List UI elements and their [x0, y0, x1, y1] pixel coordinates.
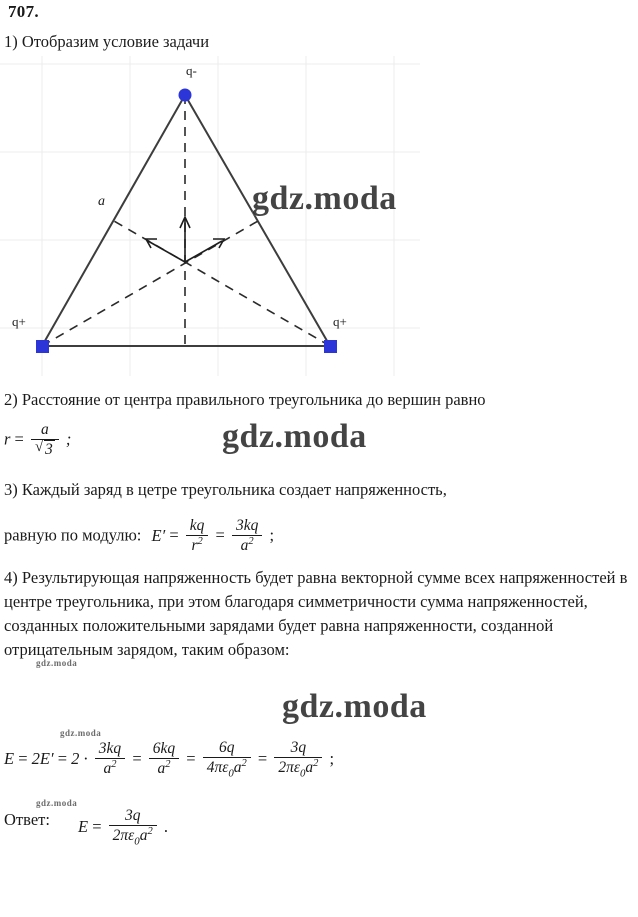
eq-r-numerator: a	[31, 421, 59, 440]
step-3b-text: равную по модулю:	[4, 525, 142, 545]
step-1-text: 1) Отобразим условие задачи	[4, 32, 210, 51]
eq-big-eq5: =	[257, 749, 268, 769]
eq-r-lhs: r	[4, 429, 11, 449]
eq-E-fraction-2	[232, 517, 262, 555]
equation-E-prime	[4, 518, 274, 556]
equation-answer	[78, 808, 168, 849]
eq-big-2E: 2E′	[31, 749, 54, 769]
eq-r-tail: ;	[65, 429, 72, 449]
equation-r	[4, 422, 71, 460]
watermark-2: gdz.moda	[222, 418, 367, 455]
eq-E-equals-2: =	[215, 525, 225, 545]
eq-big-f1: $\frac{3kq}{a^2}$	[95, 740, 125, 778]
eq-E-f1-den: $r^2$	[191, 535, 203, 554]
page-title: 707.	[8, 2, 39, 21]
eq-ans-equals: =	[92, 817, 102, 837]
eq-r-fraction	[31, 421, 59, 459]
step-2-text: 2) Расстояние от центра правильного треугольника до вершин равно	[4, 390, 486, 409]
eq-big-lhs: E	[4, 749, 15, 769]
eq-big-tail: ;	[329, 749, 335, 769]
eq-E-equals: =	[169, 525, 179, 545]
watermark-3: gdz.moda	[282, 688, 427, 725]
watermark-small-1: gdz.moda	[36, 658, 78, 668]
figure-label-side-a: a	[98, 194, 105, 209]
watermark-1: gdz.moda	[252, 180, 397, 217]
step-4-text: 4) Результирующая напряженность будет равна векторной сумме всех напряженностей в центре треугольника, при этом благодаря симметричности сумма напряженностей, созданных положительными зарядами будет равна напряженности, созданной отрицательным зарядом, таким образом:	[4, 568, 628, 659]
triangle-figure	[0, 56, 420, 376]
figure-label-top-charge: q-	[186, 63, 197, 78]
eq-big-eq1: =	[18, 749, 28, 769]
eq-E-tail: ;	[269, 525, 275, 545]
eq-E-f2-num: 3kq	[232, 517, 262, 536]
eq-big-f3: $\frac{6q}{4\pi\varepsilon_0a^2}$	[203, 739, 251, 780]
answer-label: Ответ:	[4, 810, 50, 829]
eq-E-lhs: E′	[151, 525, 166, 545]
eq-big-f4: $\frac{3q}{2\pi\varepsilon_0a^2}$	[274, 739, 322, 780]
eq-r-denominator: √ 3	[31, 440, 59, 459]
equation-final	[4, 740, 334, 781]
eq-big-eq2: =	[57, 749, 68, 769]
eq-big-eq3: =	[132, 749, 142, 769]
eq-big-f2: $\frac{6kq}{a^2}$	[149, 740, 179, 778]
figure-label-left-charge: q+	[12, 314, 26, 329]
eq-ans-lhs: E	[78, 817, 89, 837]
watermark-small-2: gdz.moda	[60, 728, 102, 738]
eq-big-eq4: =	[186, 749, 196, 769]
watermark-small-3: gdz.moda	[36, 798, 78, 808]
figure-label-right-charge: q+	[333, 314, 347, 329]
eq-E-fraction-1	[186, 517, 209, 555]
eq-E-f2-den: $a^2$	[240, 535, 254, 554]
step-3-text: 3) Каждый заряд в цетре треугольника создает напряженность,	[4, 480, 447, 499]
eq-big-mul: 2 ·	[71, 749, 88, 769]
eq-ans-tail: .	[163, 817, 168, 837]
eq-E-f1-num: kq	[186, 517, 209, 536]
eq-r-equals: =	[14, 429, 24, 449]
eq-ans-fraction: $\frac{3q}{2\pi\varepsilon_0a^2}$	[109, 807, 157, 848]
